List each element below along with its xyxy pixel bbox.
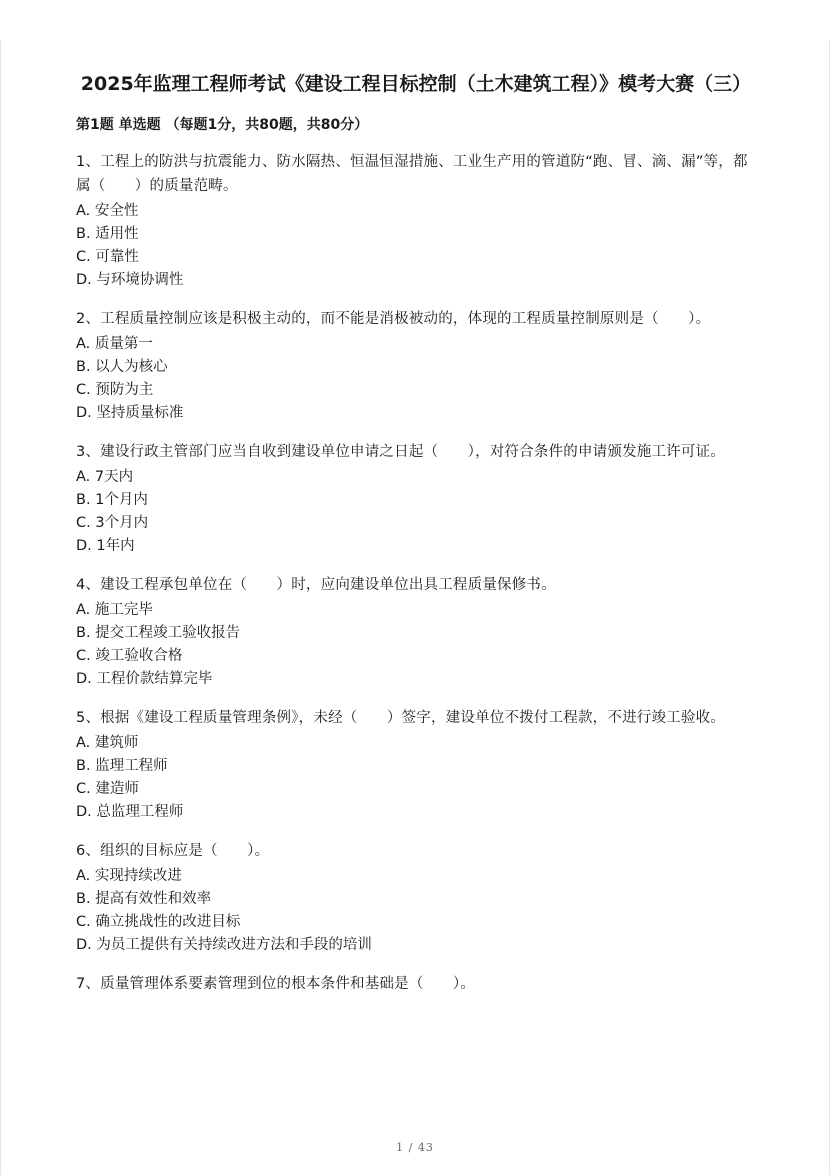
page-indicator: 1 / 43 (396, 1141, 434, 1154)
question-list (76, 150, 756, 996)
option-b: B. 提交工程竣工验收报告 (76, 625, 241, 641)
question-stem: 1、工程上的防洪与抗震能力、防水隔热、恒温恒湿措施、工业生产用的管道防“跑、冒、滴、漏”等，都属（ ）的质量范畴。 (76, 154, 748, 194)
page-left-edge (0, 40, 1, 1175)
option-b: B. 1个月内 (76, 492, 148, 508)
option-c: C. 可靠性 (76, 249, 139, 265)
option-b: B. 适用性 (76, 226, 139, 242)
question-2 (76, 307, 756, 425)
option-d: D. 坚持质量标准 (76, 405, 184, 421)
option-d: D. 为员工提供有关持续改进方法和手段的培训 (76, 937, 372, 953)
option-d: D. 1年内 (76, 538, 135, 554)
question-stem: 7、质量管理体系要素管理到位的根本条件和基础是（ ）。 (76, 976, 476, 992)
section-heading: 第1题 单选题 （每题1分，共80题，共80分） (76, 117, 369, 133)
question-stem: 5、根据《建设工程质量管理条例》，未经（ ）签字，建设单位不拨付工程款，不进行竣工验收。 (76, 710, 725, 726)
question-stem: 6、组织的目标应是（ ）。 (76, 843, 270, 859)
option-a: A. 安全性 (76, 203, 139, 219)
question-1 (76, 150, 756, 292)
question-7 (76, 972, 756, 996)
option-d: D. 工程价款结算完毕 (76, 671, 213, 687)
document-title: 2025年监理工程师考试《建设工程目标控制（土木建筑工程）》模考大赛（三） (80, 73, 752, 95)
question-stem: 4、建设工程承包单位在（ ）时，应向建设单位出具工程质量保修书。 (76, 577, 556, 593)
question-3 (76, 440, 756, 558)
option-d: D. 总监理工程师 (76, 804, 184, 820)
option-c: C. 预防为主 (76, 382, 154, 398)
option-a: A. 施工完毕 (76, 602, 153, 618)
option-b: B. 提高有效性和效率 (76, 891, 212, 907)
option-c: C. 确立挑战性的改进目标 (76, 914, 241, 930)
option-a: A. 实现持续改进 (76, 868, 182, 884)
question-stem: 2、工程质量控制应该是积极主动的，而不能是消极被动的，体现的工程质量控制原则是（ ）。 (76, 311, 711, 327)
document-page (76, 70, 756, 1011)
option-c: C. 3个月内 (76, 515, 149, 531)
option-b: B. 以人为核心 (76, 359, 168, 375)
option-b: B. 监理工程师 (76, 758, 168, 774)
option-a: A. 质量第一 (76, 336, 153, 352)
question-stem: 3、建设行政主管部门应当自收到建设单位申请之日起（ ），对符合条件的申请颁发施工许可证。 (76, 444, 725, 460)
option-c: C. 建造师 (76, 781, 139, 797)
option-a: A. 7天内 (76, 469, 134, 485)
option-a: A. 建筑师 (76, 735, 139, 751)
option-d: D. 与环境协调性 (76, 272, 184, 288)
question-4 (76, 573, 756, 691)
question-6 (76, 839, 756, 957)
option-c: C. 竣工验收合格 (76, 648, 183, 664)
question-5 (76, 706, 756, 824)
